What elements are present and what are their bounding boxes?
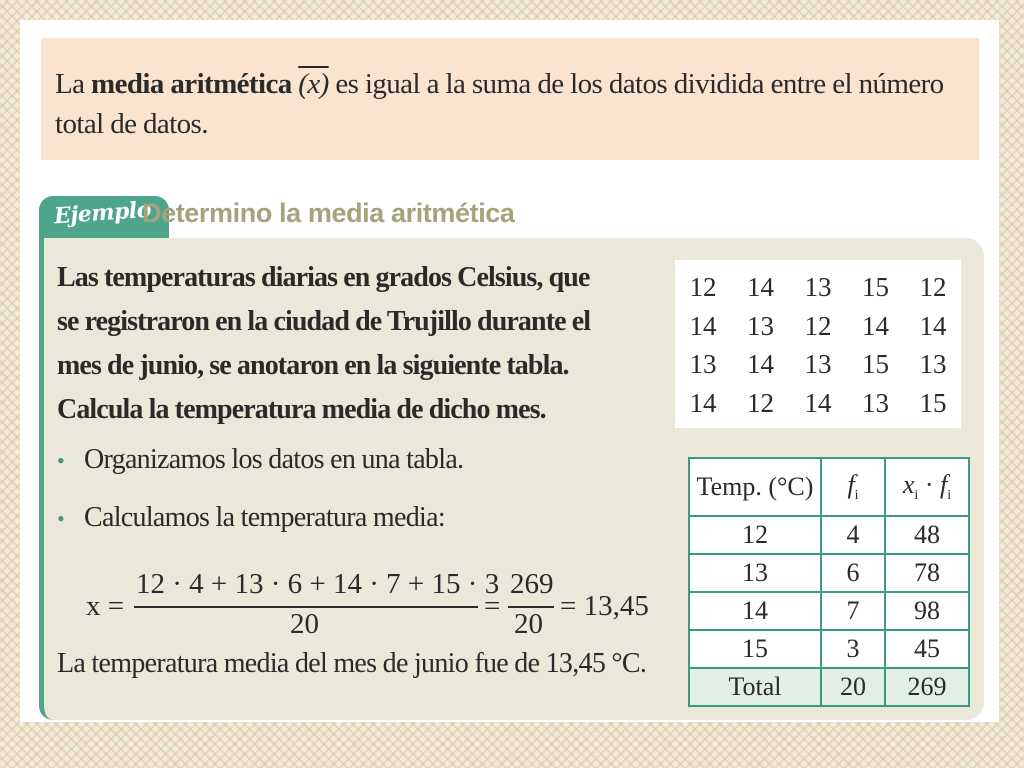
formula-equals: = [484, 590, 501, 622]
definition-suffix: es igual a la suma de los datos dividida entre el número total de datos. [55, 68, 944, 140]
bullet-dot: • [57, 506, 65, 531]
data-cell: 13 [862, 387, 889, 418]
data-cell: 13 [689, 349, 717, 379]
table-cell: 45 [885, 630, 969, 668]
formula-lhs: x = [86, 590, 125, 622]
formula-numerator-2: 269 [510, 568, 554, 600]
table-cell: 4 [821, 516, 885, 554]
bullet-item [57, 444, 463, 476]
table-cell: 15 [689, 630, 821, 668]
data-cell: 14 [689, 310, 717, 341]
column-header: $f_i$ [821, 458, 885, 516]
data-cell: 15 [862, 349, 889, 379]
table-cell: Total [689, 668, 821, 706]
data-cell: 13 [747, 310, 774, 341]
data-cell: 15 [862, 272, 889, 302]
definition-term: media aritmética [91, 68, 292, 100]
data-cell: 15 [919, 387, 947, 418]
table-row [689, 630, 969, 668]
mean-formula [86, 568, 666, 648]
data-cell: 12 [689, 272, 717, 302]
table-cell: 20 [821, 668, 885, 706]
table-cell: 13 [689, 554, 821, 592]
data-cell: 12 [804, 310, 832, 341]
table-cell: 98 [885, 592, 969, 630]
example-tag: Ejemplo [53, 196, 152, 230]
table-row [689, 592, 969, 630]
table-cell: 14 [689, 592, 821, 630]
problem-line: Calcula la temperatura media de dicho mes. [57, 394, 546, 425]
data-cell: 14 [689, 387, 717, 418]
table-cell: 7 [821, 592, 885, 630]
raw-data-table [675, 260, 961, 428]
table-total-row [689, 668, 969, 706]
bullet-item [57, 502, 445, 534]
data-cell: 12 [919, 272, 947, 302]
column-header: Temp. (°C) [689, 458, 821, 516]
data-cell: 14 [747, 349, 774, 379]
slide-page [20, 20, 999, 722]
column-header: $x_i \cdot f_i$ [885, 458, 969, 516]
table-row [689, 516, 969, 554]
problem-line: se registraron en la ciudad de Trujillo durante el [57, 306, 591, 337]
problem-line: mes de junio, se anotaron en la siguiente tabla. [57, 350, 569, 381]
data-cell: 12 [747, 387, 774, 418]
example-title: Determino la media aritmética [142, 198, 515, 228]
definition-prefix: La [55, 68, 92, 100]
bullet-text: Organizamos los datos en una tabla. [84, 444, 464, 475]
data-cell: 14 [747, 272, 774, 302]
formula-denominator: 20 [290, 608, 319, 640]
formula-denominator-2: 20 [514, 608, 543, 640]
problem-line: Las temperaturas diarias en grados Celsius, que [57, 262, 590, 293]
mean-symbol: (x) [298, 68, 329, 100]
data-cell: 13 [804, 272, 832, 302]
table-cell: 48 [885, 516, 969, 554]
data-cell: 14 [862, 310, 889, 341]
bullet-text: Calculamos la temperatura media: [84, 502, 445, 533]
formula-result: = 13,45 [560, 590, 649, 622]
data-cell: 14 [804, 387, 832, 418]
table-row [689, 554, 969, 592]
data-cell: 13 [919, 349, 947, 379]
table-cell: 3 [821, 630, 885, 668]
problem-statement [57, 256, 657, 432]
bullet-dot: • [57, 448, 65, 473]
table-cell: 6 [821, 554, 885, 592]
table-cell: 78 [885, 554, 969, 592]
formula-numerator: 12 · 4 + 13 · 6 + 14 · 7 + 15 · 3 [136, 568, 500, 600]
conclusion: La temperatura media del mes de junio fue de 13,45 °C. [57, 648, 647, 679]
table-header-row [689, 458, 969, 516]
table-cell: 269 [885, 668, 969, 706]
frequency-table [688, 457, 970, 707]
table-cell: 12 [689, 516, 821, 554]
data-cell: 13 [804, 349, 832, 379]
data-cell: 14 [919, 310, 947, 341]
definition-box [41, 38, 979, 160]
